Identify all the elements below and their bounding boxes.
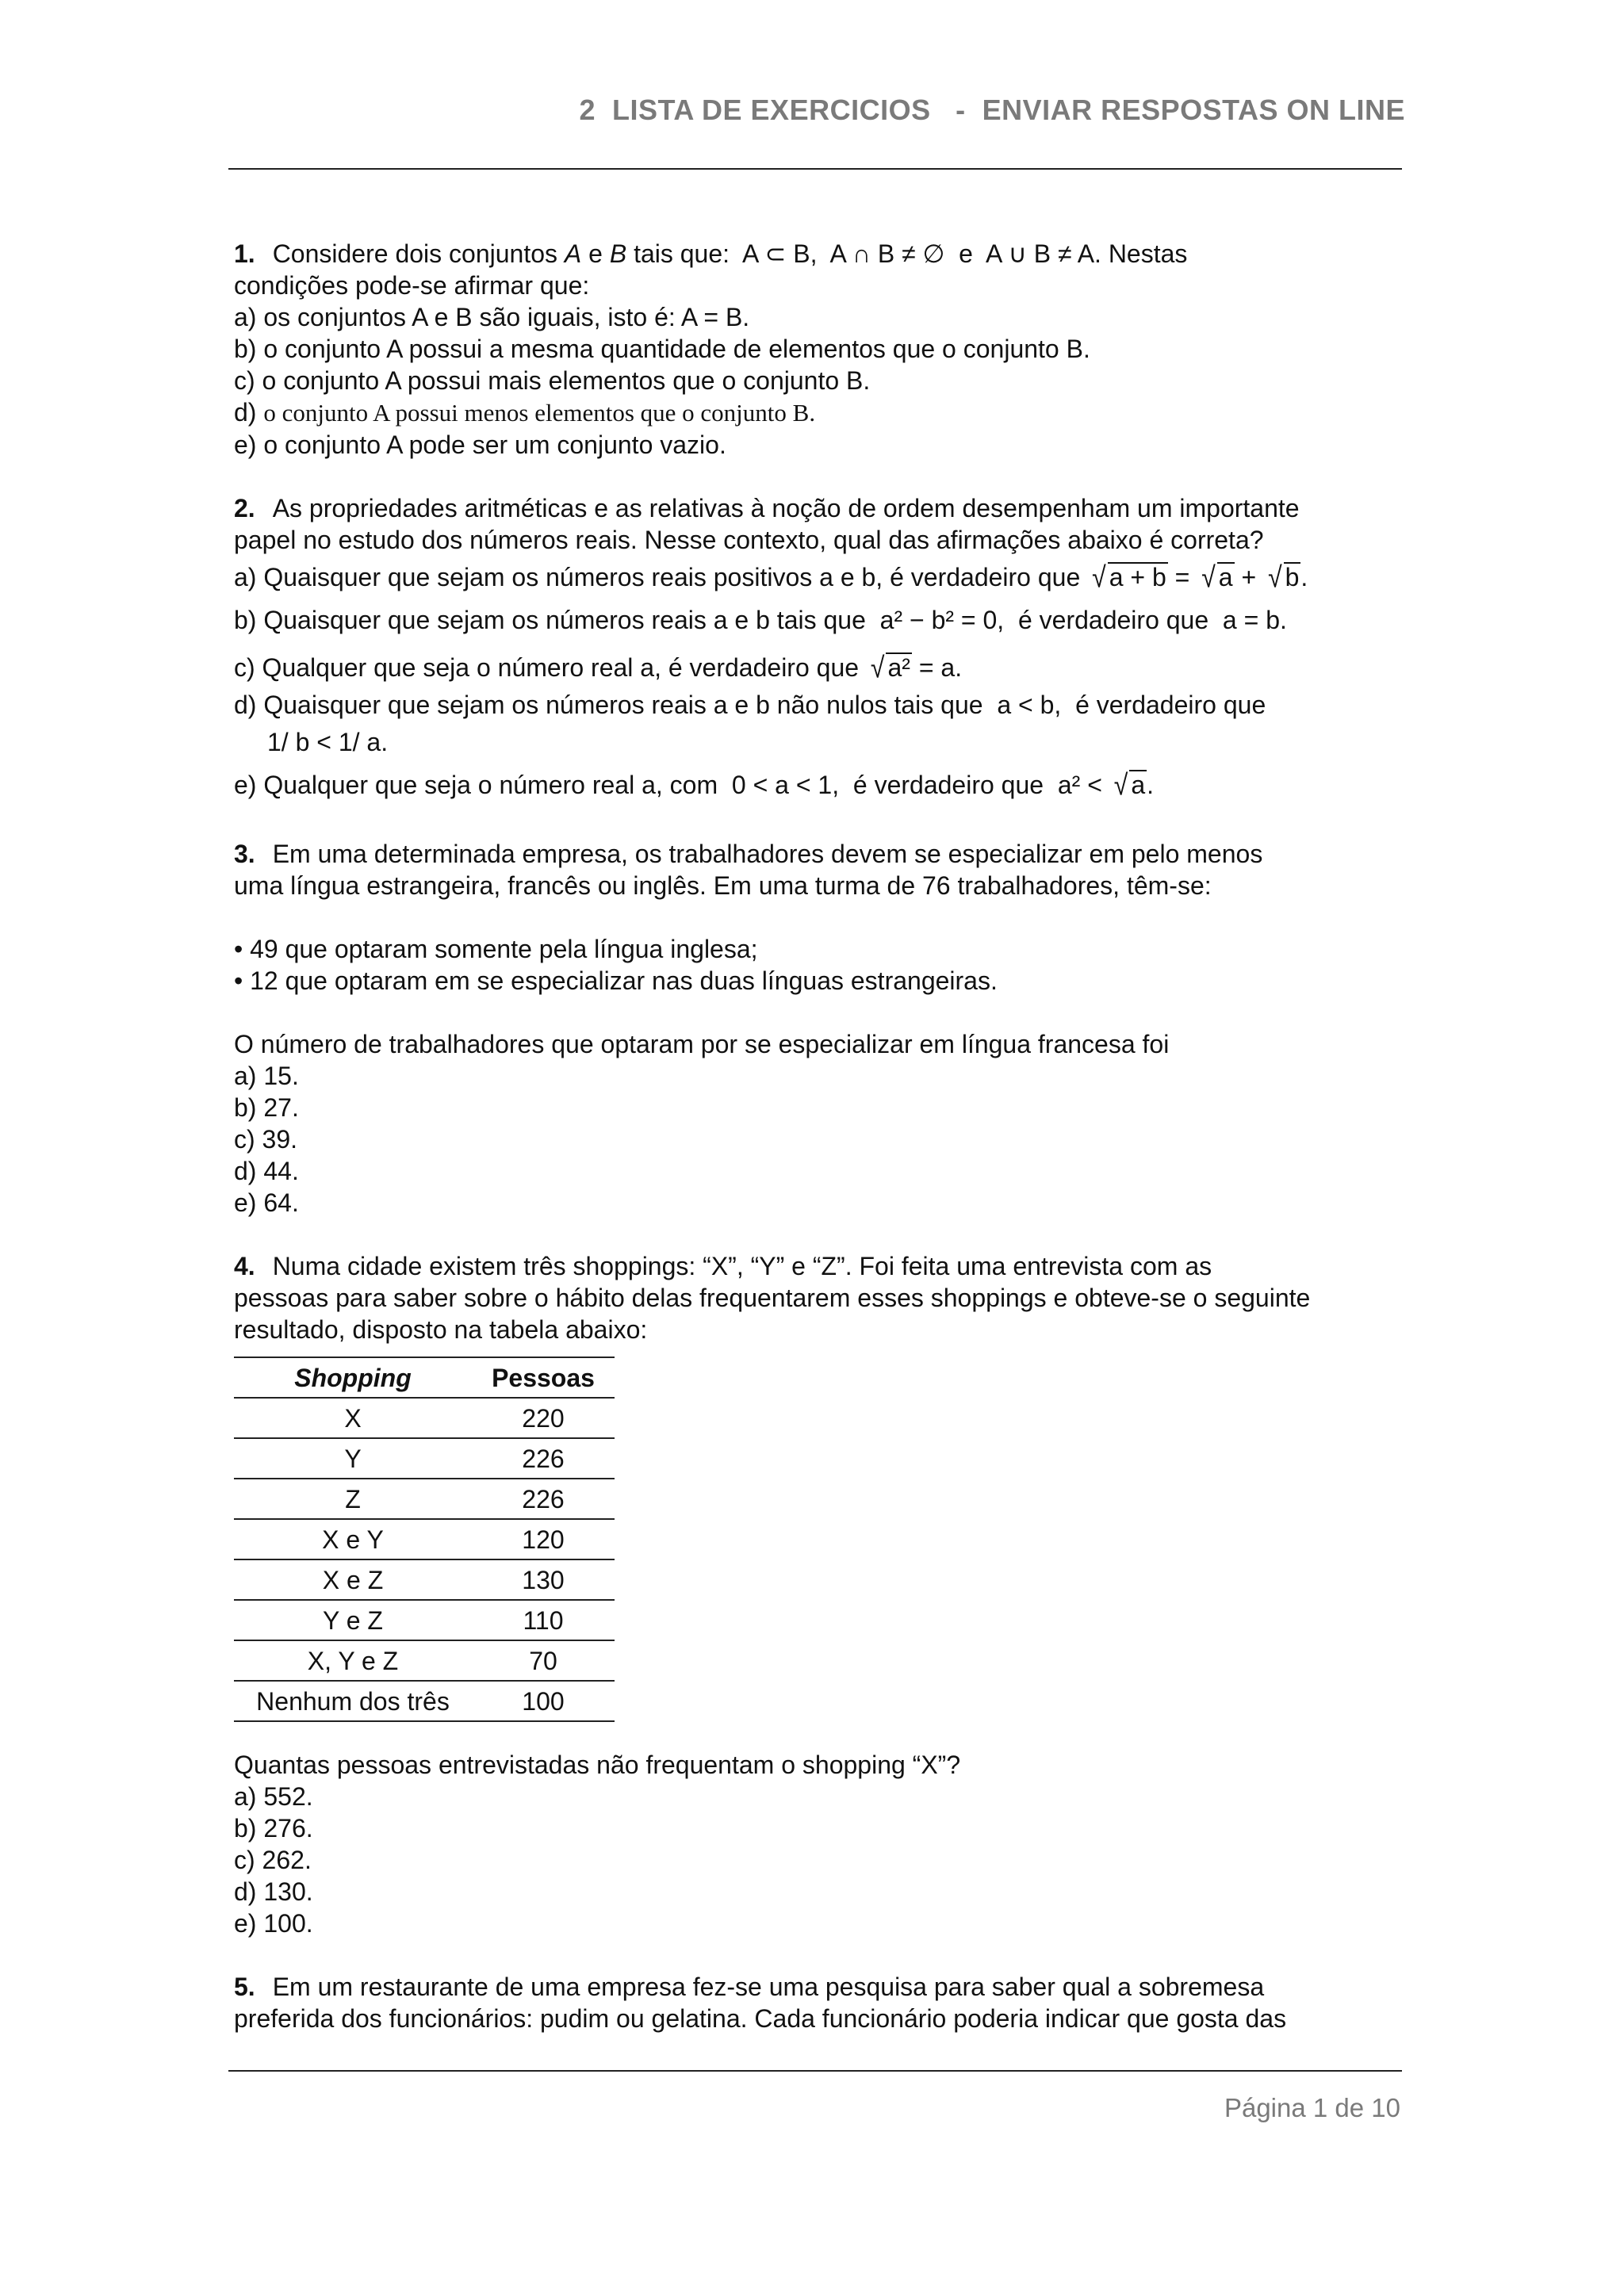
table-header-shopping: Shopping [234,1357,472,1398]
q2-option-e-sqrt: a [1131,771,1146,799]
q2-option-e: e) Qualquer que seja o número real a, com 0 < a < 1, é verdadeiro que a² < √ a. [234,768,1155,802]
q3-option-d: d) 44. [234,1157,299,1185]
q2-option-c: c) Qualquer que seja o número real a, é verdadeiro que √ a² = a. [234,651,963,684]
q3-question: O número de trabalhadores que optaram por se especializar em língua francesa foi [234,1030,1170,1058]
table-cell: 220 [472,1398,615,1438]
q3-bullet-1: • 49 que optaram somente pela língua inglesa; [234,935,758,963]
q1-option-d-text: o conjunto A possui menos elementos que o conjunto B. [263,399,816,427]
table-row [234,1519,615,1559]
q4-option-b: b) 276. [234,1814,313,1843]
q1-stem-b: tais que: [626,239,730,268]
q1-option-a: a) os conjuntos A e B são iguais, isto é: A = B. [234,303,750,331]
q4-option-e: e) 100. [234,1909,313,1938]
question-number: 5. [234,1973,255,2001]
question-number: 4. [234,1252,255,1280]
q3-option-a: a) 15. [234,1062,299,1090]
question-number: 3. [234,840,255,868]
question-5 [234,1971,1400,2034]
table-cell: 226 [472,1479,615,1519]
q2-option-a-plus: + [1241,563,1257,591]
q1-and: e [959,239,973,268]
q4-option-a: a) 552. [234,1782,313,1811]
q2-option-d-mid: é verdadeiro que [1075,691,1266,719]
table-cell: X [234,1398,472,1438]
table-row [234,1559,615,1600]
q1-option-e: e) o conjunto A pode ser um conjunto vazio. [234,430,726,459]
document-body [234,238,1400,2066]
q2-option-a-sqrt-2: a [1218,563,1233,591]
q1-var-a: A [564,239,582,268]
question-number: 2. [234,494,255,522]
table-row [234,1600,615,1640]
table-row [234,1681,615,1721]
q4-option-c: c) 262. [234,1846,312,1874]
q4-stem-a: Numa cidade existem três shoppings: “X”, “Y” e “Z”. Foi feita uma entrevista com as [272,1252,1212,1280]
q1-stem-d: condições pode-se afirmar que: [234,271,590,300]
footer-rule [228,2070,1402,2072]
q1-option-b: b) o conjunto A possui a mesma quantidade de elementos que o conjunto B. [234,335,1090,363]
q2-stem-a: As propriedades aritméticas e as relativas à noção de ordem desempenham um importante [272,494,1300,522]
q4-stem-b: pessoas para saber sobre o hábito delas frequentarem esses shoppings e obteve-se o seguinte [234,1284,1311,1312]
q2-option-a-sqrt-3: b [1285,563,1300,591]
q3-option-b: b) 27. [234,1093,299,1122]
q2-stem-b: papel no estudo dos números reais. Nesse contexto, qual das afirmações abaixo é correta? [234,526,1264,554]
q2-option-e-math: 0 < a < 1, [731,771,840,799]
q2-option-b-math: a² − b² = 0, [879,606,1005,634]
q3-stem-a: Em uma determinada empresa, os trabalhadores devem se especializar em pelo menos [272,840,1263,868]
q1-var-b: B [609,239,627,268]
shopping-table [234,1357,615,1722]
q2-option-d [234,689,1400,721]
table-cell: Y [234,1438,472,1479]
q5-stem-a: Em um restaurante de uma empresa fez-se uma pesquisa para saber qual a sobremesa [272,1973,1265,2001]
q2-option-b [234,599,1400,641]
q1-stem-a: Considere dois conjuntos [272,239,565,268]
question-3 [234,838,1400,1219]
table-row [234,1398,615,1438]
q2-option-d-text: d) Quaisquer que sejam os números reais a e b não nulos tais que [234,691,983,719]
q2-option-c-end: = a. [918,653,963,682]
q1-condition-1: A ⊂ B, [742,239,818,268]
table-cell: 110 [472,1600,615,1640]
q3-option-e: e) 64. [234,1188,299,1217]
table-row [234,1479,615,1519]
q2-option-b-math-2: a = b. [1222,606,1287,634]
q2-option-e-end: . [1147,771,1155,799]
q1-option-d [234,396,1400,429]
q1-conj: e [581,239,610,268]
table-cell: 70 [472,1640,615,1681]
table-cell: 120 [472,1519,615,1559]
table-cell: Z [234,1479,472,1519]
q1-option-c: c) o conjunto A possui mais elementos que o conjunto B. [234,366,871,395]
q2-option-d-math: a < b, [997,691,1062,719]
q3-bullet-2: • 12 que optaram em se especializar nas duas línguas estrangeiras. [234,966,998,995]
table-cell: 226 [472,1438,615,1479]
table-row [234,1640,615,1681]
q2-option-b-mid: é verdadeiro que [1017,606,1209,634]
q1-stem-c: Nestas [1108,239,1188,268]
q2-option-a-equals: = [1174,563,1190,591]
q4-stem-c: resultado, disposto na tabela abaixo: [234,1315,648,1344]
q3-stem-b: uma língua estrangeira, francês ou inglês. Em uma turma de 76 trabalhadores, têm-se: [234,871,1212,900]
page-header-title: 2 LISTA DE EXERCICIOS - ENVIAR RESPOSTAS ON LINE [579,94,1405,126]
q2-option-a-text: a) Quaisquer que sejam os números reais positivos a e b, é verdadeiro que [234,563,1081,591]
question-4 [234,1250,1400,1939]
q3-option-c: c) 39. [234,1125,298,1154]
q2-option-b-text: b) Quaisquer que sejam os números reais a e b tais que [234,606,866,634]
q2-option-d-line-2: 1/ b < 1/ a. [267,728,389,756]
table-cell: Nenhum dos três [234,1681,472,1721]
page-number: Página 1 de 10 [1224,2093,1400,2122]
table-cell: 100 [472,1681,615,1721]
q4-question: Quantas pessoas entrevistadas não frequentam o shopping “X”? [234,1751,961,1779]
table-row [234,1438,615,1479]
q2-option-e-math-2: a² < [1057,771,1102,799]
question-1 [234,238,1400,461]
q2-option-e-mid: é verdadeiro que [852,771,1044,799]
table-header-row [234,1357,615,1398]
table-cell: X e Z [234,1559,472,1600]
q2-option-a-end: . [1300,563,1308,591]
q2-option-a-sqrt-1: a + b [1109,563,1166,591]
table-cell: Y e Z [234,1600,472,1640]
question-number: 1. [234,239,255,268]
q1-condition-3: A ∪ B ≠ A. [985,239,1101,268]
table-cell: X e Y [234,1519,472,1559]
table-header-pessoas: Pessoas [472,1357,615,1398]
q1-option-d-label: d) [234,398,257,427]
q5-stem-b: preferida dos funcionários: pudim ou gelatina. Cada funcionário poderia indicar que gosta das [234,2004,1287,2033]
q2-option-e-text: e) Qualquer que seja o número real a, com [234,771,718,799]
q2-option-c-sqrt: a² [887,653,910,682]
q2-option-c-text: c) Qualquer que seja o número real a, é verdadeiro que [234,653,860,682]
q1-condition-2: A ∩ B ≠ ∅ [829,239,945,268]
table-cell: 130 [472,1559,615,1600]
question-2 [234,492,1400,806]
table-cell: X, Y e Z [234,1640,472,1681]
q2-option-a: a) Quaisquer que sejam os números reais positivos a e b, é verdadeiro que √ a + b = √ a + √ b. [234,561,1308,594]
header-rule [228,168,1402,170]
q4-option-d: d) 130. [234,1877,313,1906]
